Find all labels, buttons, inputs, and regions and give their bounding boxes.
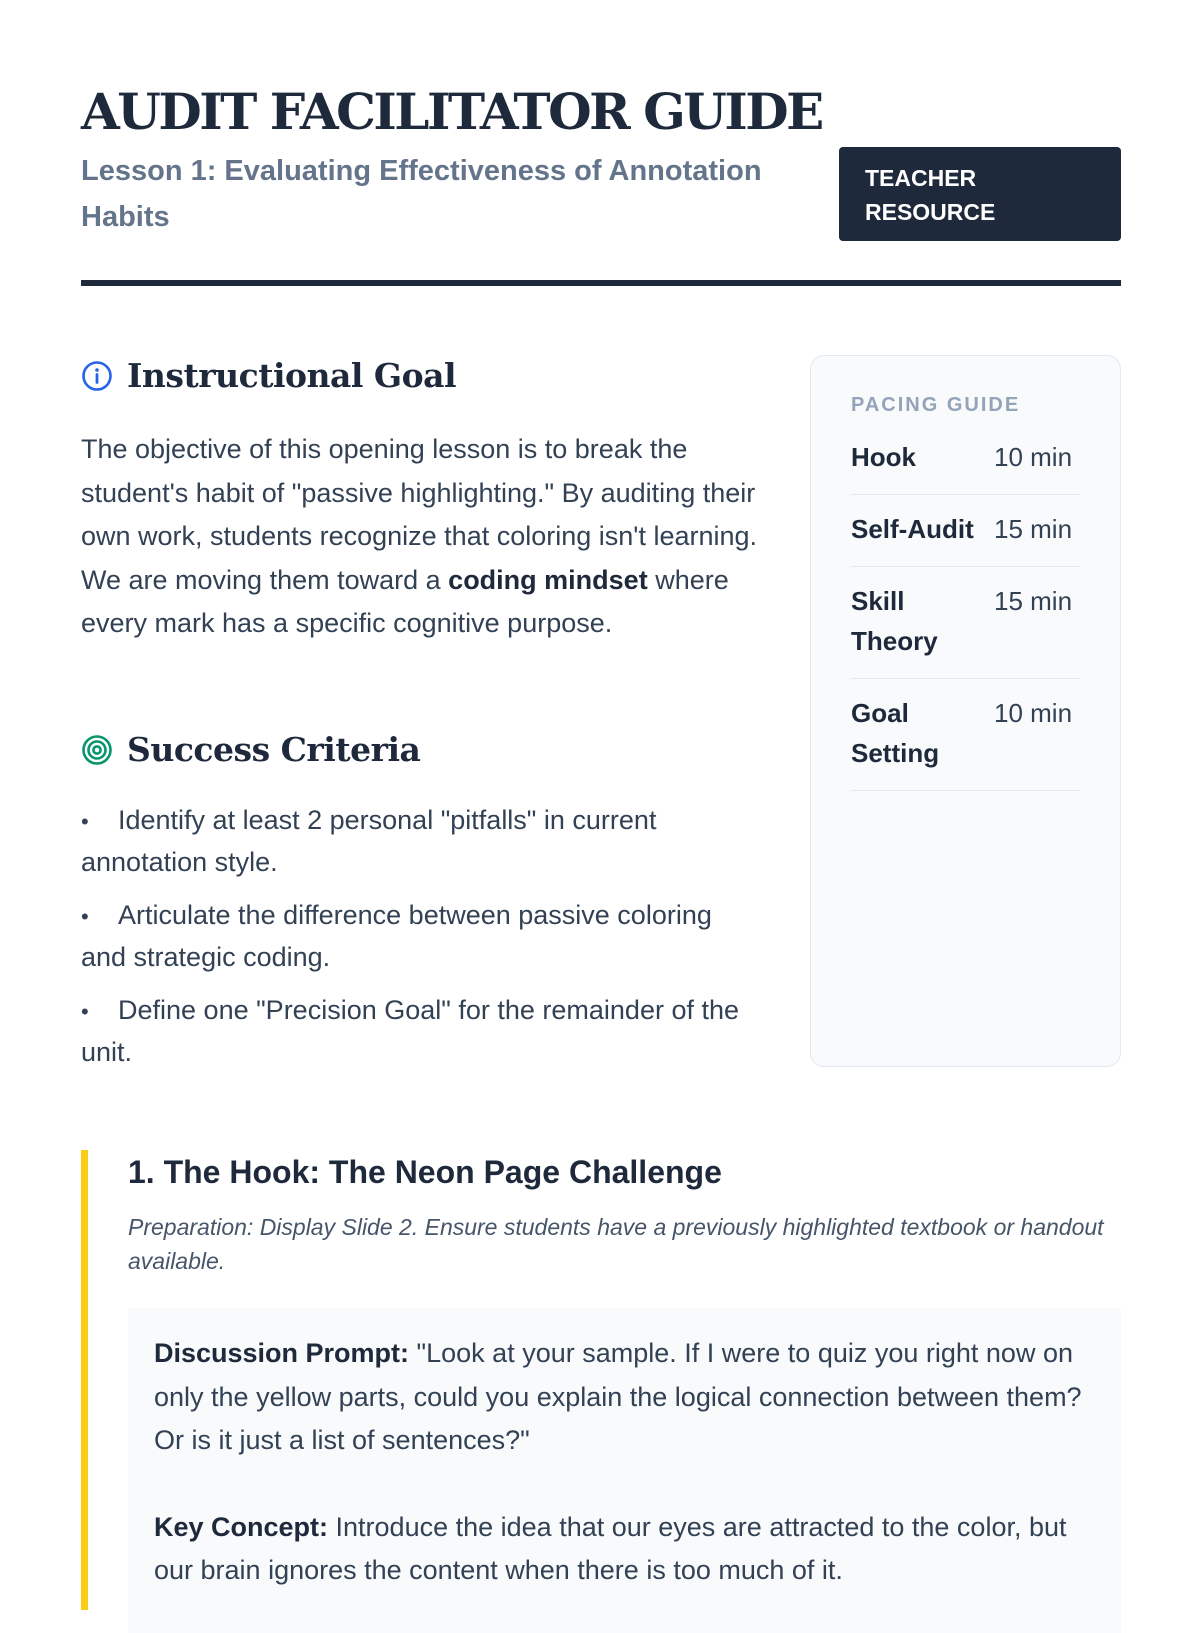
- pacing-activity: Goal Setting: [851, 698, 940, 768]
- success-criteria-list: [81, 800, 761, 1085]
- instructional-goal-label: Instructional Goal: [127, 356, 457, 395]
- target-icon: [81, 734, 113, 766]
- discussion-prompt-label: Discussion Prompt:: [154, 1338, 410, 1368]
- key-concept: Key Concept: Introduce the idea that our eyes are attracted to the color, but our brain ignores the content when there is too much of it.: [154, 1511, 1067, 1585]
- pacing-activity: Self-Audit: [851, 514, 974, 544]
- key-concept-label: Key Concept:: [154, 1511, 329, 1542]
- pacing-activity: Hook: [851, 442, 916, 472]
- info-circle-icon: [81, 360, 113, 392]
- teacher-resource-badge: TEACHER RESOURCE: [839, 147, 1121, 241]
- pacing-guide-title: PACING GUIDE: [851, 394, 1021, 416]
- instructional-goal-heading: [81, 356, 456, 395]
- discussion-prompt: Discussion Prompt: "Look at your sample. If I were to quiz you right now on only the yellow parts, could you explain the logical connection between them? Or is it just a list of sentences?": [154, 1338, 1082, 1455]
- pacing-duration: 15 min: [994, 514, 1073, 544]
- pacing-duration: 15 min: [994, 586, 1073, 616]
- bullet-icon: •: [81, 809, 89, 834]
- pacing-row: [851, 437, 1080, 495]
- pacing-guide-list: [851, 437, 1080, 791]
- pacing-row: [851, 495, 1080, 567]
- pacing-activity: Skill Theory: [851, 586, 938, 656]
- list-item: • Identify at least 2 personal "pitfalls" in current annotation style.: [81, 800, 761, 882]
- list-item: • Define one "Precision Goal" for the remainder of the unit.: [81, 990, 761, 1072]
- success-criteria-label: Success Criteria: [127, 730, 421, 769]
- pacing-row: [851, 679, 1080, 791]
- pacing-duration: 10 min: [994, 442, 1073, 472]
- document-title: AUDIT FACILITATOR GUIDE: [81, 82, 822, 141]
- activity-preparation-note: Preparation: Display Slide 2. Ensure students have a previously highlighted textbook or handout available.: [128, 1214, 1104, 1274]
- list-item: • Articulate the difference between passive coloring and strategic coding.: [81, 895, 761, 977]
- coding-mindset-emphasis: coding mindset: [448, 564, 648, 595]
- success-criteria-heading: [81, 730, 420, 769]
- bullet-icon: •: [81, 999, 89, 1024]
- pacing-duration: 10 min: [994, 698, 1073, 728]
- bullet-icon: •: [81, 904, 89, 929]
- pacing-guide-card: [810, 355, 1121, 1067]
- discussion-prompt-box: [128, 1308, 1121, 1633]
- hook-activity-section: [81, 1150, 1121, 1610]
- activity-title: 1. The Hook: The Neon Page Challenge: [128, 1154, 722, 1190]
- header-divider: [81, 280, 1121, 286]
- pacing-row: [851, 567, 1080, 679]
- instructional-goal-text: The objective of this opening lesson is to break the student's habit of "passive highlighting." By auditing their own work, students recognize that coloring isn't learning. We are moving them toward a coding mindset where every mark has a specific cognitive purpose.: [81, 434, 758, 638]
- lesson-subtitle: Lesson 1: Evaluating Effectiveness of Annotation Habits: [81, 155, 762, 233]
